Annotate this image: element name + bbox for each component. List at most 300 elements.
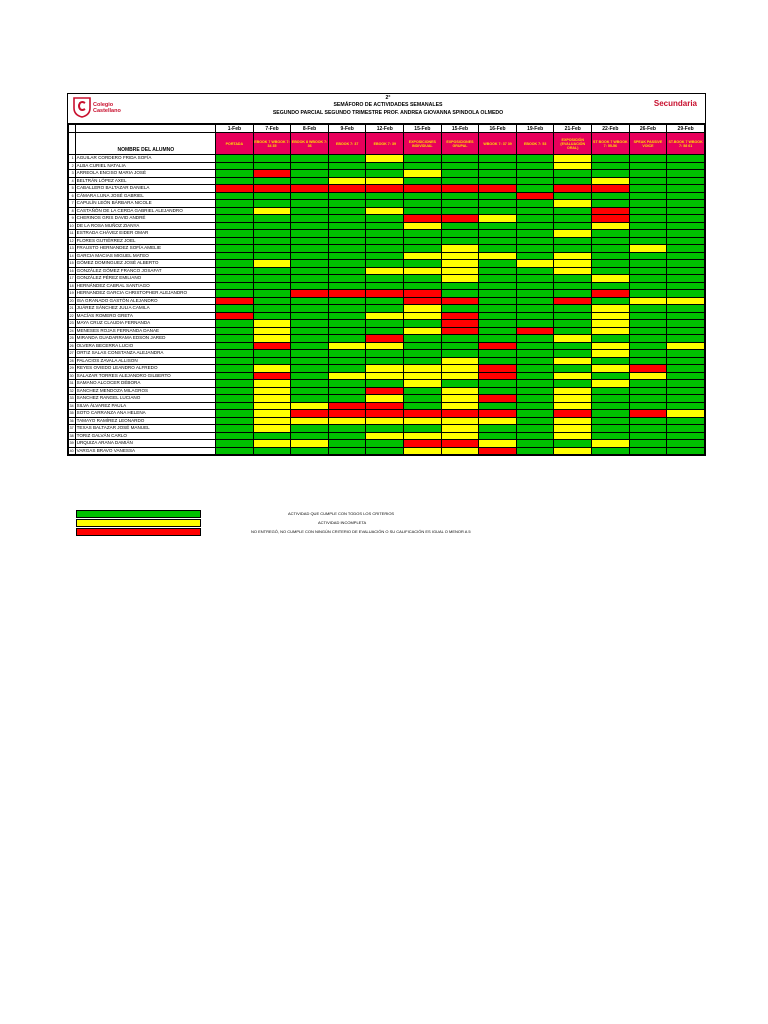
student-number: 9 (69, 215, 76, 223)
status-cell (291, 260, 329, 268)
status-cell (253, 410, 291, 418)
table-row (69, 290, 705, 298)
student-name: CÁMARA LUNA JOSÉ GABRIEL (75, 192, 215, 200)
status-cell (216, 185, 254, 193)
table-row (69, 222, 705, 230)
student-name: FRAUSTO HERNANDEZ SOFÍA AMELIE (75, 245, 215, 253)
status-cell (629, 342, 667, 350)
logo-line-1: Colegio (93, 102, 114, 108)
status-cell (667, 387, 705, 395)
status-cell (479, 417, 517, 425)
status-cell (328, 245, 366, 253)
status-cell (479, 290, 517, 298)
status-cell (366, 162, 404, 170)
student-number: 25 (69, 336, 74, 341)
status-cell (216, 282, 254, 290)
table-row (69, 425, 705, 433)
status-cell (441, 372, 479, 380)
status-cell (479, 282, 517, 290)
status-cell (404, 230, 442, 238)
status-cell (253, 207, 291, 215)
status-cell (404, 260, 442, 268)
status-cell (328, 342, 366, 350)
table-row (69, 387, 705, 395)
student-number: 17 (69, 276, 74, 281)
status-cell (441, 177, 479, 185)
status-cell (479, 155, 517, 163)
status-cell (216, 335, 254, 343)
student-name: SOTO CARRANZA ANA HELENA (75, 410, 215, 418)
status-cell (253, 267, 291, 275)
status-cell (479, 335, 517, 343)
status-cell (667, 380, 705, 388)
status-cell (554, 327, 592, 335)
status-cell (291, 237, 329, 245)
status-cell (479, 200, 517, 208)
status-cell (253, 245, 291, 253)
status-cell (328, 200, 366, 208)
table-row (69, 350, 705, 358)
status-cell (554, 380, 592, 388)
status-cell (253, 417, 291, 425)
status-cell (328, 192, 366, 200)
sheet-title: SEMÁFORO DE ACTIVIDADES SEMANALES (333, 102, 443, 108)
status-cell (667, 267, 705, 275)
status-cell (328, 275, 366, 283)
status-cell (554, 290, 592, 298)
student-number: 29 (69, 366, 74, 371)
status-cell (554, 440, 592, 448)
status-cell (554, 282, 592, 290)
status-cell (291, 222, 329, 230)
status-cell (554, 200, 592, 208)
status-cell (554, 402, 592, 410)
legend-label: ACTIVIDAD INCOMPLETA (318, 520, 367, 525)
status-cell (516, 320, 554, 328)
status-cell (328, 372, 366, 380)
status-cell (253, 402, 291, 410)
status-cell (592, 365, 630, 373)
status-cell (592, 275, 630, 283)
status-cell (629, 170, 667, 178)
status-cell (328, 387, 366, 395)
table-row (69, 260, 705, 268)
status-cell (554, 305, 592, 313)
status-cell (592, 230, 630, 238)
status-cell (291, 425, 329, 433)
status-cell (441, 447, 479, 455)
status-cell (516, 215, 554, 223)
student-name: TEXAS BALTAZAR JOSÉ MANUEL (75, 425, 215, 433)
status-cell (667, 305, 705, 313)
status-cell (216, 365, 254, 373)
status-cell (291, 380, 329, 388)
status-cell (629, 425, 667, 433)
status-cell (554, 410, 592, 418)
status-cell (291, 350, 329, 358)
status-cell (592, 395, 630, 403)
status-cell (291, 447, 329, 455)
table-row (69, 447, 705, 455)
status-cell (404, 447, 442, 455)
status-cell (441, 170, 479, 178)
student-name: CHERINOS GRIS DAVID ANDRÉ (75, 215, 215, 223)
student-name: SALAZAR TORRES ALEJANDRO GILBERTO (75, 372, 215, 380)
student-number: 5 (69, 185, 76, 193)
status-cell (629, 215, 667, 223)
status-cell (629, 320, 667, 328)
date-header: 29-Feb (667, 125, 705, 133)
status-cell (479, 297, 517, 305)
status-cell (366, 372, 404, 380)
status-cell (629, 230, 667, 238)
status-cell (253, 447, 291, 455)
status-cell (592, 312, 630, 320)
activity-header: EXPOSICIONES INDIVIDUAL (404, 133, 442, 155)
status-cell (253, 215, 291, 223)
status-cell (441, 192, 479, 200)
status-cell (479, 222, 517, 230)
status-cell (441, 350, 479, 358)
status-cell (404, 335, 442, 343)
student-name: SANCHEZ RANGEL LUCIANO (75, 395, 215, 403)
status-cell (253, 222, 291, 230)
student-number: 34 (69, 403, 74, 408)
status-cell (667, 320, 705, 328)
status-cell (441, 335, 479, 343)
activity-header: EBOOK 7 WBOOK 7: 34 35 (253, 133, 291, 155)
status-cell (253, 230, 291, 238)
status-cell (629, 312, 667, 320)
date-header: 9-Feb (328, 125, 366, 133)
status-cell (441, 297, 479, 305)
status-cell (253, 155, 291, 163)
status-cell (516, 185, 554, 193)
status-cell (216, 230, 254, 238)
status-cell (592, 245, 630, 253)
status-cell (516, 410, 554, 418)
status-cell (216, 275, 254, 283)
status-cell (516, 365, 554, 373)
student-number: 6 (69, 192, 76, 200)
status-cell (366, 267, 404, 275)
student-number: 40 (69, 448, 74, 453)
student-number: 28 (69, 358, 74, 363)
student-number: 26 (69, 343, 74, 348)
status-cell (366, 215, 404, 223)
status-cell (404, 380, 442, 388)
status-cell (441, 222, 479, 230)
status-cell (253, 177, 291, 185)
student-name: OLVERA BECERRA LUCIO (75, 342, 215, 350)
status-cell (554, 267, 592, 275)
status-cell (667, 357, 705, 365)
legend-swatch (76, 519, 201, 527)
status-cell (253, 440, 291, 448)
student-number: 18 (69, 283, 74, 288)
status-cell (516, 192, 554, 200)
status-cell (629, 432, 667, 440)
status-cell (441, 155, 479, 163)
student-number: 24 (69, 328, 74, 333)
status-cell (291, 312, 329, 320)
status-cell (479, 267, 517, 275)
student-number: 13 (69, 246, 74, 251)
status-cell (592, 252, 630, 260)
status-cell (667, 312, 705, 320)
status-cell (629, 365, 667, 373)
status-cell (366, 185, 404, 193)
status-cell (366, 282, 404, 290)
status-cell (253, 342, 291, 350)
status-cell (479, 215, 517, 223)
status-cell (328, 185, 366, 193)
status-cell (592, 155, 630, 163)
status-cell (554, 342, 592, 350)
status-cell (629, 275, 667, 283)
status-cell (479, 320, 517, 328)
status-cell (291, 305, 329, 313)
status-cell (328, 305, 366, 313)
status-cell (592, 260, 630, 268)
status-cell (216, 425, 254, 433)
status-cell (404, 177, 442, 185)
status-cell (366, 305, 404, 313)
status-cell (667, 440, 705, 448)
status-cell (291, 320, 329, 328)
status-cell (667, 372, 705, 380)
status-cell (328, 380, 366, 388)
status-cell (592, 327, 630, 335)
date-header: 21-Feb (554, 125, 592, 133)
status-cell (441, 230, 479, 238)
activity-header: PORTADA (216, 133, 254, 155)
student-number: 21 (69, 306, 74, 311)
status-cell (479, 260, 517, 268)
status-cell (516, 237, 554, 245)
status-cell (667, 177, 705, 185)
status-cell (216, 327, 254, 335)
status-cell (667, 260, 705, 268)
table-row (69, 327, 705, 335)
status-cell (479, 162, 517, 170)
student-name: MAYA CRUZ CLAUDIA FERNANDA (75, 320, 215, 328)
student-number: 39 (69, 441, 74, 446)
activity-header: EBOOK 7: 39 (366, 133, 404, 155)
status-cell (629, 192, 667, 200)
status-cell (516, 275, 554, 283)
status-cell (291, 282, 329, 290)
table-row (69, 215, 705, 223)
status-cell (554, 417, 592, 425)
legend (76, 510, 476, 540)
sheet-subtitle: SEGUNDO PARCIAL SEGUNDO TRIMESTRE PROF. ANDREA GIOVANNA SPINDOLA OLMEDO (272, 110, 504, 116)
grade-label: 2° (385, 95, 391, 101)
date-header: 22-Feb (592, 125, 630, 133)
student-number: 8 (69, 207, 76, 215)
status-cell (291, 365, 329, 373)
status-cell (516, 162, 554, 170)
status-cell (366, 402, 404, 410)
status-cell (592, 342, 630, 350)
legend-label: ACTIVIDAD QUE CUMPLE CON TODOS LOS CRITERIOS (288, 511, 395, 516)
table-row (69, 282, 705, 290)
status-cell (291, 207, 329, 215)
status-cell (404, 192, 442, 200)
status-cell (366, 342, 404, 350)
status-cell (253, 185, 291, 193)
status-cell (667, 162, 705, 170)
status-cell (404, 327, 442, 335)
status-cell (366, 395, 404, 403)
status-cell (479, 440, 517, 448)
student-name: TORIZ GALVÁN CARLO (75, 432, 215, 440)
status-cell (404, 282, 442, 290)
student-name: REYES OVIEDO LEANDRO ALFREDO (75, 365, 215, 373)
status-cell (592, 170, 630, 178)
status-cell (629, 410, 667, 418)
activity-header: EBOOK 8 WBOOK 7: 36 (291, 133, 329, 155)
status-cell (216, 267, 254, 275)
student-number: 36 (69, 418, 74, 423)
status-cell (441, 402, 479, 410)
status-cell (479, 177, 517, 185)
table-row (69, 245, 705, 253)
status-cell (554, 432, 592, 440)
status-cell (667, 230, 705, 238)
status-cell (554, 177, 592, 185)
status-cell (516, 335, 554, 343)
status-cell (441, 282, 479, 290)
status-cell (253, 372, 291, 380)
student-number: 30 (69, 373, 74, 378)
student-name: ISA GRANADO GASTÓN ALEJANDRO (75, 297, 215, 305)
status-cell (479, 230, 517, 238)
status-cell (328, 230, 366, 238)
status-cell (291, 387, 329, 395)
status-cell (592, 447, 630, 455)
table-row (69, 312, 705, 320)
status-cell (328, 327, 366, 335)
student-name: GARCIA MACIAS MIGUEL MATEO (75, 252, 215, 260)
status-cell (516, 267, 554, 275)
student-name: GONZÁLEZ GÓMEZ FRANCO JOSAFAT (75, 267, 215, 275)
status-cell (516, 387, 554, 395)
student-name: SANCHEZ MENDOZA MILAGROS (75, 387, 215, 395)
status-cell (328, 312, 366, 320)
status-cell (366, 380, 404, 388)
status-cell (366, 327, 404, 335)
status-cell (592, 432, 630, 440)
status-cell (554, 357, 592, 365)
status-cell (328, 207, 366, 215)
status-cell (366, 252, 404, 260)
status-cell (366, 177, 404, 185)
status-cell (554, 297, 592, 305)
activity-grid (68, 124, 705, 455)
status-cell (667, 245, 705, 253)
status-cell (216, 357, 254, 365)
status-cell (366, 410, 404, 418)
status-cell (629, 297, 667, 305)
activity-header: SPEAK PASSIVE VOICE (629, 133, 667, 155)
status-cell (404, 297, 442, 305)
status-cell (366, 207, 404, 215)
status-cell (441, 395, 479, 403)
table-row (69, 417, 705, 425)
status-cell (404, 200, 442, 208)
student-number: 16 (69, 268, 74, 273)
status-cell (629, 387, 667, 395)
status-cell (441, 417, 479, 425)
table-row (69, 192, 705, 200)
table-row (69, 372, 705, 380)
status-cell (554, 155, 592, 163)
student-number: 31 (69, 381, 74, 386)
status-cell (516, 290, 554, 298)
status-cell (667, 222, 705, 230)
status-cell (216, 387, 254, 395)
table-row (69, 402, 705, 410)
status-cell (291, 342, 329, 350)
table-row (69, 200, 705, 208)
status-cell (216, 192, 254, 200)
status-cell (516, 245, 554, 253)
status-cell (516, 432, 554, 440)
legend-label: NO ENTREGÓ, NO CUMPLE CON NINGÚN CRITERIO DE EVALUACIÓN O SU CALIFICACIÓN ES IGUAL O MENOR A 5 (251, 529, 471, 534)
status-cell (554, 320, 592, 328)
status-cell (592, 320, 630, 328)
status-cell (291, 215, 329, 223)
status-cell (592, 417, 630, 425)
student-number: 33 (69, 396, 74, 401)
logo-line-2: Castellano (93, 108, 121, 114)
status-cell (404, 237, 442, 245)
student-number: 23 (69, 321, 74, 326)
status-cell (629, 267, 667, 275)
status-cell (216, 260, 254, 268)
table-row (69, 185, 705, 193)
status-cell (366, 357, 404, 365)
status-cell (404, 185, 442, 193)
status-cell (667, 192, 705, 200)
table-row (69, 275, 705, 283)
student-name: SAMANO ALCOCER DÉBORA (75, 380, 215, 388)
student-name: MIRANDA GUADARRAMA EDSON JARED (75, 335, 215, 343)
date-header: 19-Feb (516, 125, 554, 133)
status-cell (667, 447, 705, 455)
status-cell (667, 350, 705, 358)
status-cell (516, 282, 554, 290)
status-cell (291, 200, 329, 208)
status-cell (479, 327, 517, 335)
status-cell (328, 162, 366, 170)
status-cell (592, 207, 630, 215)
status-cell (554, 192, 592, 200)
status-cell (366, 237, 404, 245)
status-cell (253, 350, 291, 358)
status-cell (441, 380, 479, 388)
status-cell (441, 327, 479, 335)
status-cell (554, 425, 592, 433)
status-cell (216, 395, 254, 403)
status-cell (253, 387, 291, 395)
status-cell (291, 395, 329, 403)
date-header: 8-Feb (291, 125, 329, 133)
status-cell (291, 417, 329, 425)
status-cell (516, 177, 554, 185)
student-name: CASTAÑÓN DE LA CERDA GABRIEL ALEJANDRO (75, 207, 215, 215)
